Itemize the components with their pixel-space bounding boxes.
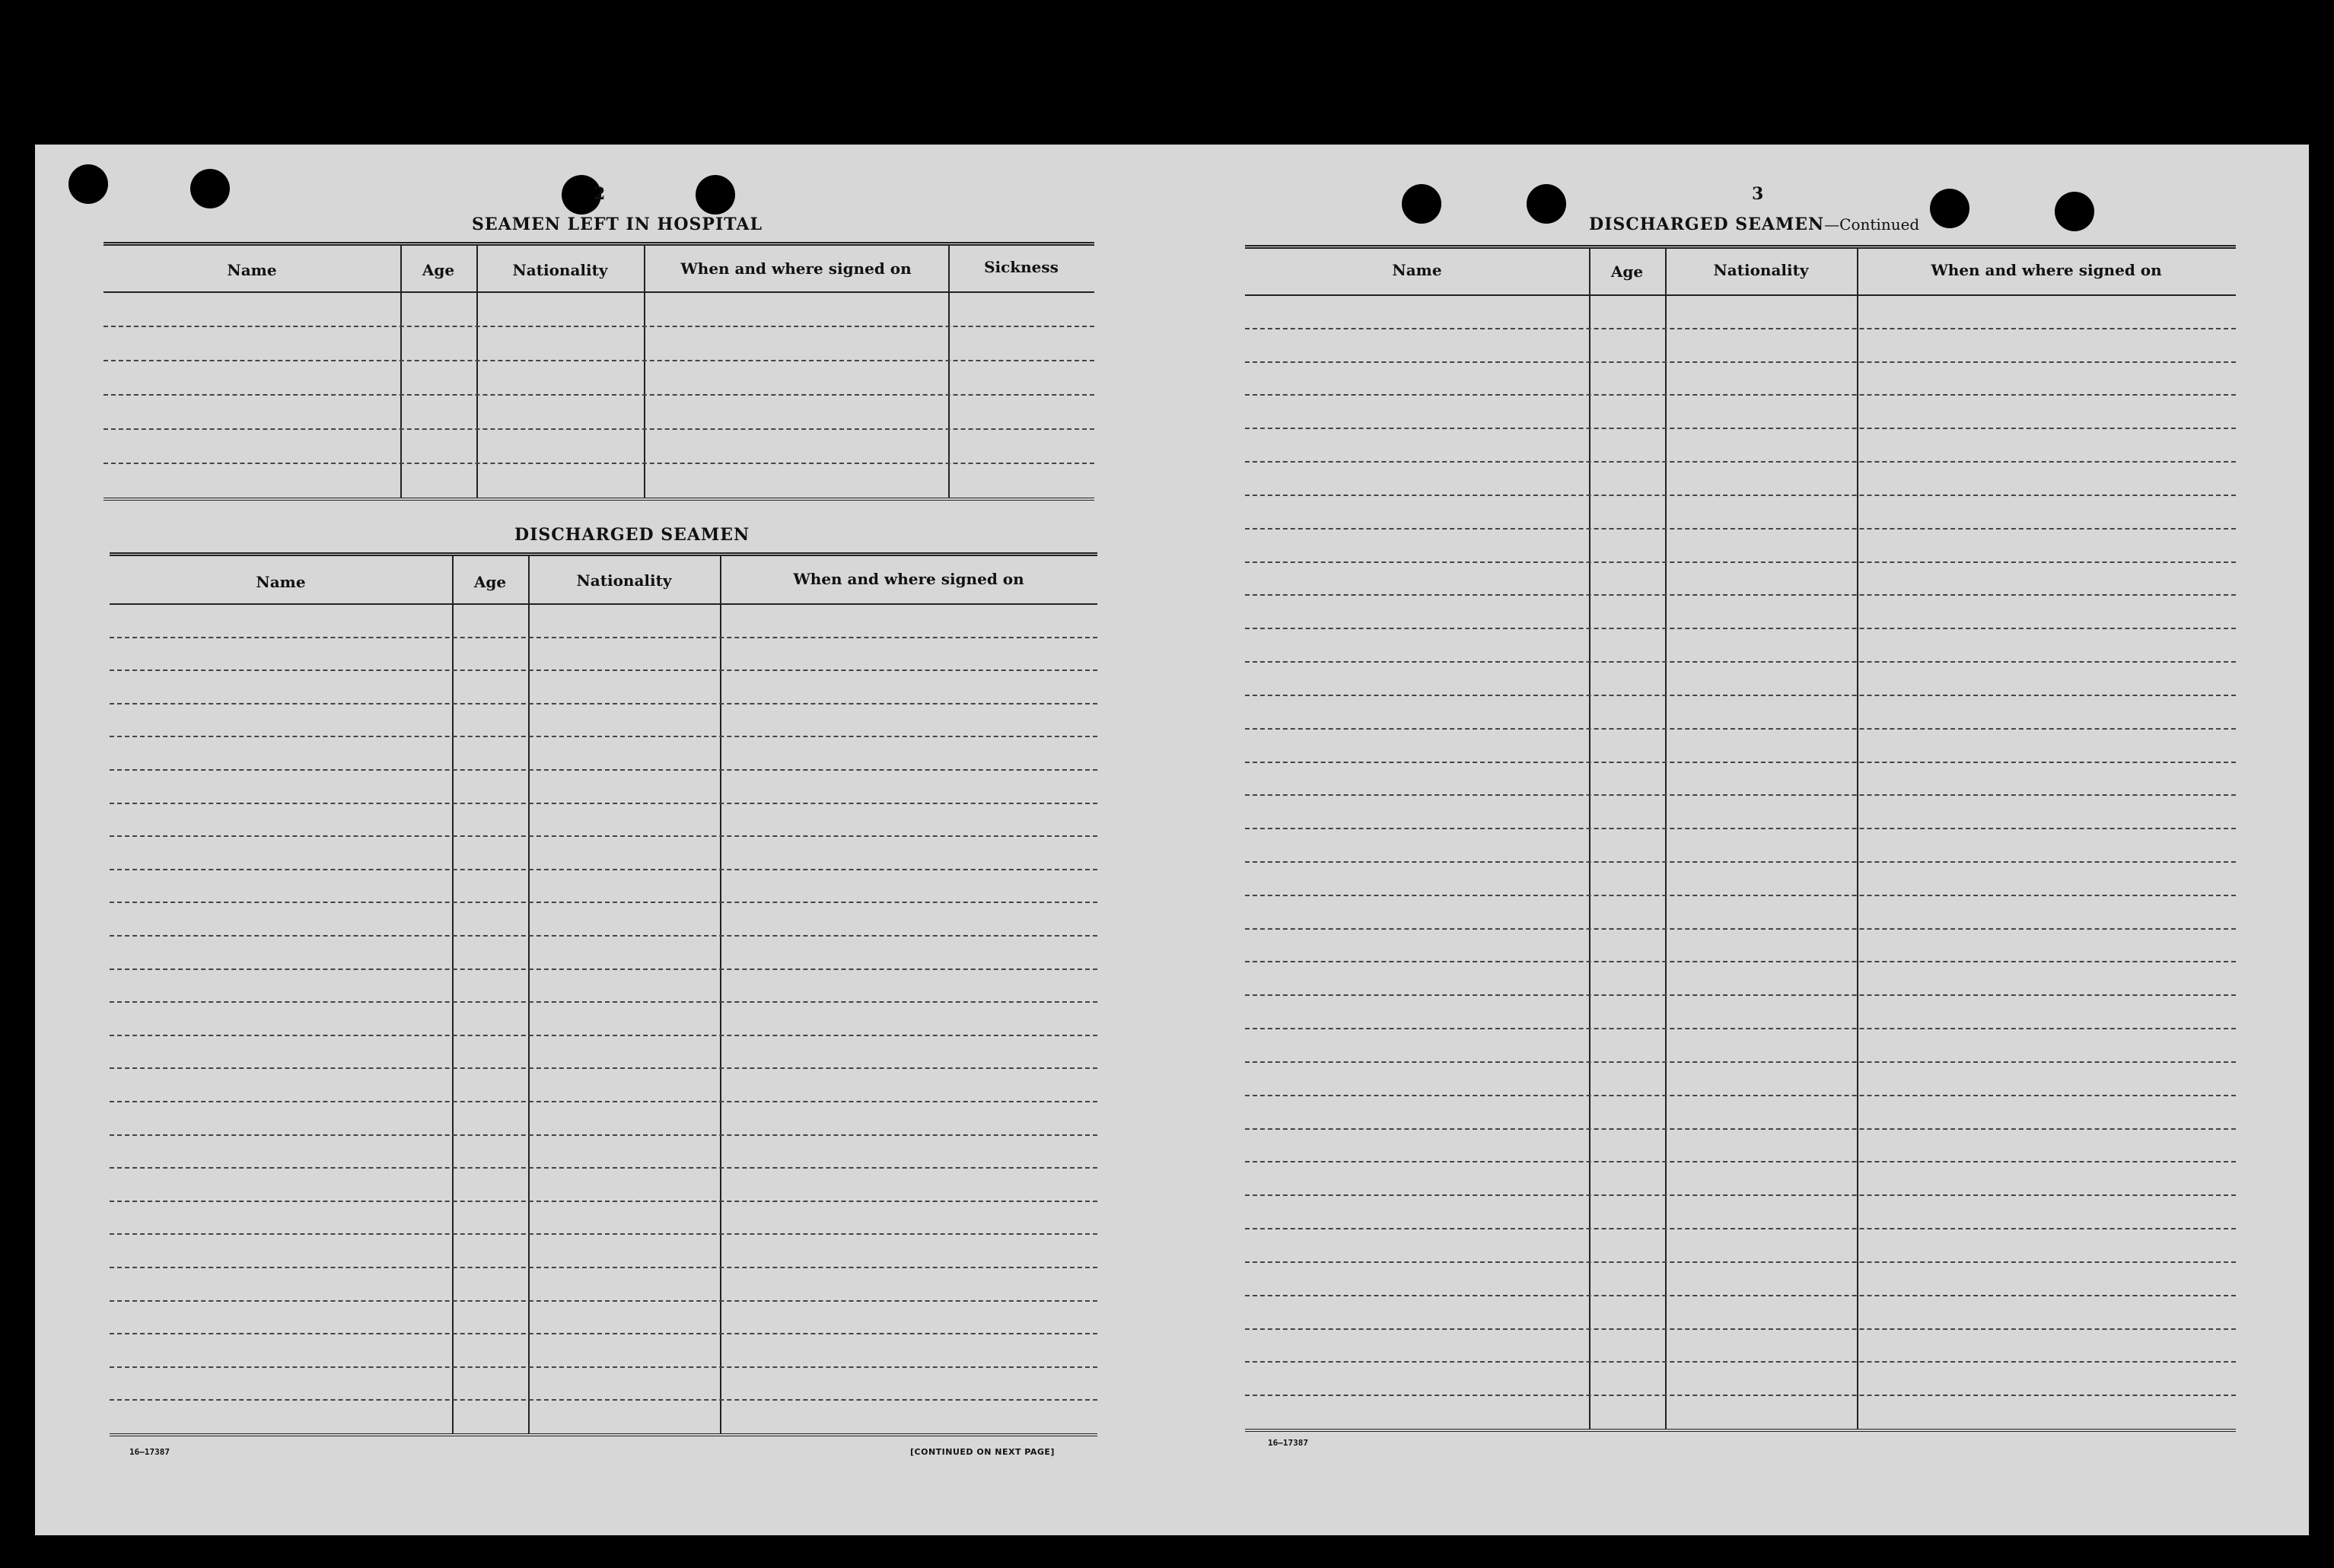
- section-title-suffix: —Continued: [1824, 215, 1920, 234]
- table-row-line: [1245, 861, 2236, 863]
- table-row-line: [1245, 1028, 2236, 1029]
- table-row-line: [1245, 1194, 2236, 1196]
- column-header-sickness: Sickness: [984, 258, 1059, 276]
- page-number-left: 2: [594, 184, 606, 204]
- table-row-line: [1245, 461, 2236, 463]
- table-row-line: [1245, 794, 2236, 796]
- column-divider: [1665, 249, 1667, 1429]
- table-row-line: [110, 1233, 1097, 1235]
- hospital-section-title: SEAMEN LEFT IN HOSPITAL: [472, 215, 763, 234]
- table-row-line: [1245, 994, 2236, 996]
- table-row-line: [110, 803, 1097, 804]
- table-row-line: [1245, 828, 2236, 829]
- form-code-right: 16—17387: [1268, 1438, 1308, 1448]
- column-divider: [1589, 249, 1590, 1429]
- table-row-line: [1245, 1295, 2236, 1296]
- table-row-line: [110, 1201, 1097, 1202]
- table-row-line: [1245, 928, 2236, 930]
- column-divider: [528, 556, 530, 1433]
- continued-note: [CONTINUED ON NEXT PAGE]: [910, 1447, 1055, 1457]
- table-row-line: [110, 935, 1097, 937]
- table-row-line: [1245, 728, 2236, 730]
- table-row-line: [110, 670, 1097, 671]
- table-row-line: [103, 463, 1094, 464]
- table-row-line: [1245, 394, 2236, 396]
- form-code-left: 16—17387: [129, 1447, 170, 1457]
- column-header-signed-on: When and where signed on: [1931, 261, 2162, 279]
- punch-hole: [190, 169, 230, 208]
- table-row-line: [110, 968, 1097, 970]
- column-header-signed-on: When and where signed on: [793, 570, 1024, 588]
- column-header-age: Age: [473, 573, 507, 591]
- table-row-line: [1245, 1095, 2236, 1096]
- table-row-line: [1245, 762, 2236, 763]
- column-header-age: Age: [422, 261, 455, 279]
- punch-hole: [1930, 189, 1969, 228]
- table-row-line: [1245, 495, 2236, 496]
- column-header-nationality: Nationality: [1713, 261, 1809, 279]
- discharged-continued-table: [1245, 245, 2236, 1432]
- discharged-table: [110, 552, 1097, 1436]
- punch-hole: [68, 164, 108, 204]
- hospital-table: [103, 242, 1094, 501]
- table-row-line: [110, 637, 1097, 638]
- section-title-main: DISCHARGED SEAMEN: [1589, 215, 1825, 234]
- table-row-line: [110, 1001, 1097, 1003]
- table-row-line: [1245, 1261, 2236, 1263]
- column-header-age: Age: [1610, 262, 1644, 281]
- table-row-line: [1245, 1128, 2236, 1130]
- column-header-nationality: Nationality: [576, 571, 672, 590]
- table-row-line: [110, 1067, 1097, 1069]
- column-divider: [948, 246, 950, 498]
- table-row-line: [1245, 594, 2236, 596]
- table-row-line: [110, 1134, 1097, 1136]
- table-row-line: [1245, 328, 2236, 329]
- document-sheet: [35, 145, 2309, 1535]
- table-row-line: [1245, 1161, 2236, 1162]
- table-row-line: [110, 1101, 1097, 1102]
- column-divider: [452, 556, 454, 1433]
- table-row-line: [110, 1167, 1097, 1169]
- column-divider: [720, 556, 721, 1433]
- table-row-line: [1245, 1361, 2236, 1363]
- column-divider: [1857, 249, 1858, 1429]
- table-row-line: [1245, 961, 2236, 962]
- table-row-line: [1245, 1328, 2236, 1330]
- table-row-line: [110, 1035, 1097, 1036]
- discharged-continued-title: [1589, 215, 1919, 234]
- column-divider: [400, 246, 402, 498]
- table-row-line: [1245, 1395, 2236, 1396]
- table-row-line: [110, 736, 1097, 737]
- punch-hole: [1402, 184, 1441, 224]
- table-row-line: [1245, 695, 2236, 696]
- punch-hole: [2055, 192, 2094, 231]
- discharged-section-title: DISCHARGED SEAMEN: [514, 525, 750, 545]
- table-row-line: [110, 835, 1097, 837]
- table-row-line: [1245, 1061, 2236, 1063]
- punch-hole: [1527, 184, 1566, 224]
- table-row-line: [1245, 1228, 2236, 1229]
- table-row-line: [1245, 628, 2236, 629]
- table-row-line: [1245, 428, 2236, 429]
- column-header-name: Name: [227, 261, 277, 279]
- table-row-line: [1245, 361, 2236, 363]
- punch-hole: [696, 175, 735, 215]
- column-divider: [476, 246, 478, 498]
- table-row-line: [110, 1267, 1097, 1268]
- table-row-line: [103, 428, 1094, 430]
- column-header-signed-on: When and where signed on: [680, 259, 912, 278]
- column-header-nationality: Nationality: [512, 261, 608, 279]
- table-row-line: [110, 1366, 1097, 1368]
- table-row-line: [1245, 895, 2236, 896]
- table-row-line: [110, 869, 1097, 870]
- table-row-line: [103, 326, 1094, 327]
- table-row-line: [110, 769, 1097, 771]
- table-row-line: [110, 1399, 1097, 1401]
- column-header-name: Name: [256, 573, 306, 591]
- table-row-line: [110, 1300, 1097, 1302]
- page-number-right: 3: [1752, 184, 1764, 204]
- column-divider: [644, 246, 645, 498]
- column-header-name: Name: [1392, 261, 1442, 279]
- table-row-line: [103, 360, 1094, 361]
- table-row-line: [1245, 561, 2236, 563]
- table-row-line: [103, 394, 1094, 396]
- table-row-line: [1245, 528, 2236, 530]
- table-row-line: [1245, 661, 2236, 663]
- table-row-line: [110, 703, 1097, 704]
- table-row-line: [110, 902, 1097, 903]
- table-row-line: [110, 1333, 1097, 1334]
